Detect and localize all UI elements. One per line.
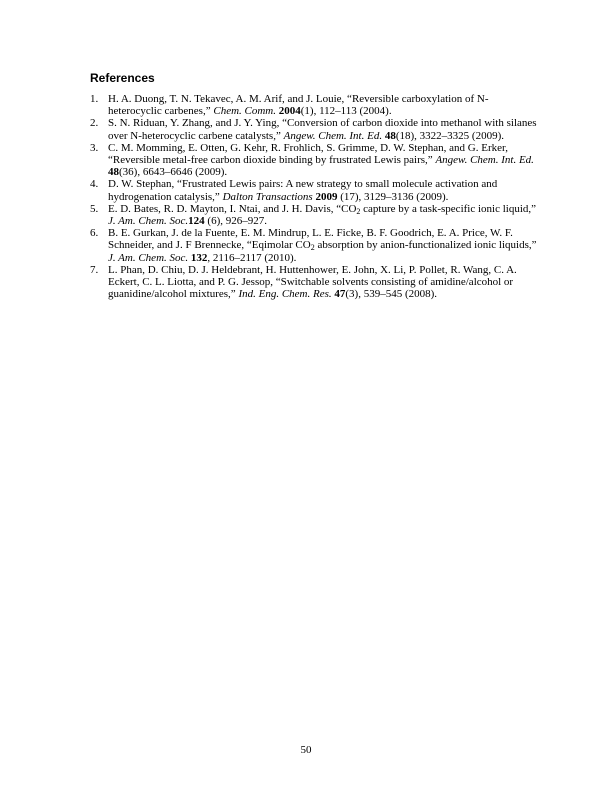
reference-journal: J. Am. Chem. Soc. [108, 215, 189, 228]
reference-item-1 [90, 93, 540, 117]
reference-authors-title-part1: E. D. Bates, R. D. Mayton, I. Ntai, and J. H. Davis, “CO [108, 202, 357, 215]
reference-authors-title-part1: B. E. Gurkan, J. de la Fuente, E. M. Mindrup, L. E. Ficke, B. F. Goodrich, E. A. Price, W. F. Schneider, and J. F Brennecke, “Eqimolar CO [108, 227, 513, 252]
reference-volume: 47 [334, 288, 346, 301]
reference-authors-title: C. M. Momming, E. Otten, G. Kehr, R. Frohlich, S. Grimme, D. W. Stephan, and G. Erker, “Reversible metal-free carbon dioxide binding by frustrated Lewis pairs,” [108, 141, 508, 167]
reference-volume: 48 [108, 166, 119, 179]
reference-pages-year: (36), 6643–6646 (2009). [119, 166, 228, 179]
reference-authors-title: D. W. Stephan, “Frustrated Lewis pairs: A new strategy to small molecule activation and hydrogenation catalysis,” [108, 178, 498, 203]
reference-pages-year: , 2116–2117 (2010). [207, 251, 297, 264]
reference-number: 1. [90, 93, 99, 105]
reference-authors-title: H. A. Duong, T. N. Tekavec, A. M. Arif, and J. Louie, “Reversible carboxylation of N-heterocyclic carbenes,” [108, 93, 489, 118]
reference-number: 2. [90, 117, 99, 130]
reference-volume: 2004 [278, 105, 301, 118]
page-number: 50 [300, 744, 312, 756]
reference-journal: Ind. Eng. Chem. Res. [238, 288, 332, 301]
reference-item-3 [90, 142, 540, 179]
reference-pages-year: (17), 3129–3136 (2009). [337, 190, 449, 203]
reference-volume: 124 [188, 215, 205, 228]
reference-pages-year: (3), 539–545 (2008). [345, 288, 438, 301]
reference-volume: 48 [384, 129, 396, 142]
reference-volume: 132 [190, 251, 208, 264]
reference-number: 3. [90, 141, 99, 154]
reference-volume: 2009 [315, 190, 338, 203]
reference-journal: Dalton Transactions [222, 190, 313, 203]
subscript-2: 2 [356, 206, 361, 216]
reference-journal: Angew. Chem. Int. Ed. [435, 154, 534, 167]
reference-number: 5. [90, 202, 99, 215]
reference-journal: Angew. Chem. Int. Ed. [283, 129, 383, 142]
reference-journal: Chem. Comm. [213, 105, 276, 118]
reference-item-4 [90, 178, 540, 202]
reference-item-6 [90, 227, 540, 264]
references-heading: References [90, 71, 155, 85]
reference-authors-title-part2: capture by a task-specific ionic liquid,” [360, 202, 537, 215]
reference-pages-year: (1), 112–113 (2004). [300, 105, 392, 118]
reference-item-7 [90, 264, 540, 301]
reference-item-2 [90, 117, 540, 141]
reference-authors-title-part2: absorption by anion-functionalized ionic liquids,” [314, 239, 537, 252]
reference-item-5 [90, 203, 540, 227]
reference-pages-year: (18), 3322–3325 (2009). [395, 129, 504, 142]
reference-journal: J. Am. Chem. Soc. [108, 251, 189, 264]
reference-number: 6. [90, 227, 99, 240]
references-list [90, 93, 540, 300]
reference-pages-year: (6), 926–927. [204, 215, 267, 228]
reference-number: 4. [90, 178, 99, 191]
reference-authors-title: S. N. Riduan, Y. Zhang, and J. Y. Ying, “Conversion of carbon dioxide into methanol with silanes over N-heterocyclic carbene catalysts,” [108, 117, 537, 142]
reference-number: 7. [90, 263, 99, 276]
reference-authors-title: L. Phan, D. Chiu, D. J. Heldebrant, H. Huttenhower, E. John, X. Li, P. Pollet, R. Wang, C. A. Eckert, C. L. Liotta, and P. G. Jessop, “Switchable solvents consisting of amidine/alcohol or guanidine/alcohol mixtures,” [108, 263, 517, 301]
subscript-2: 2 [310, 243, 315, 253]
